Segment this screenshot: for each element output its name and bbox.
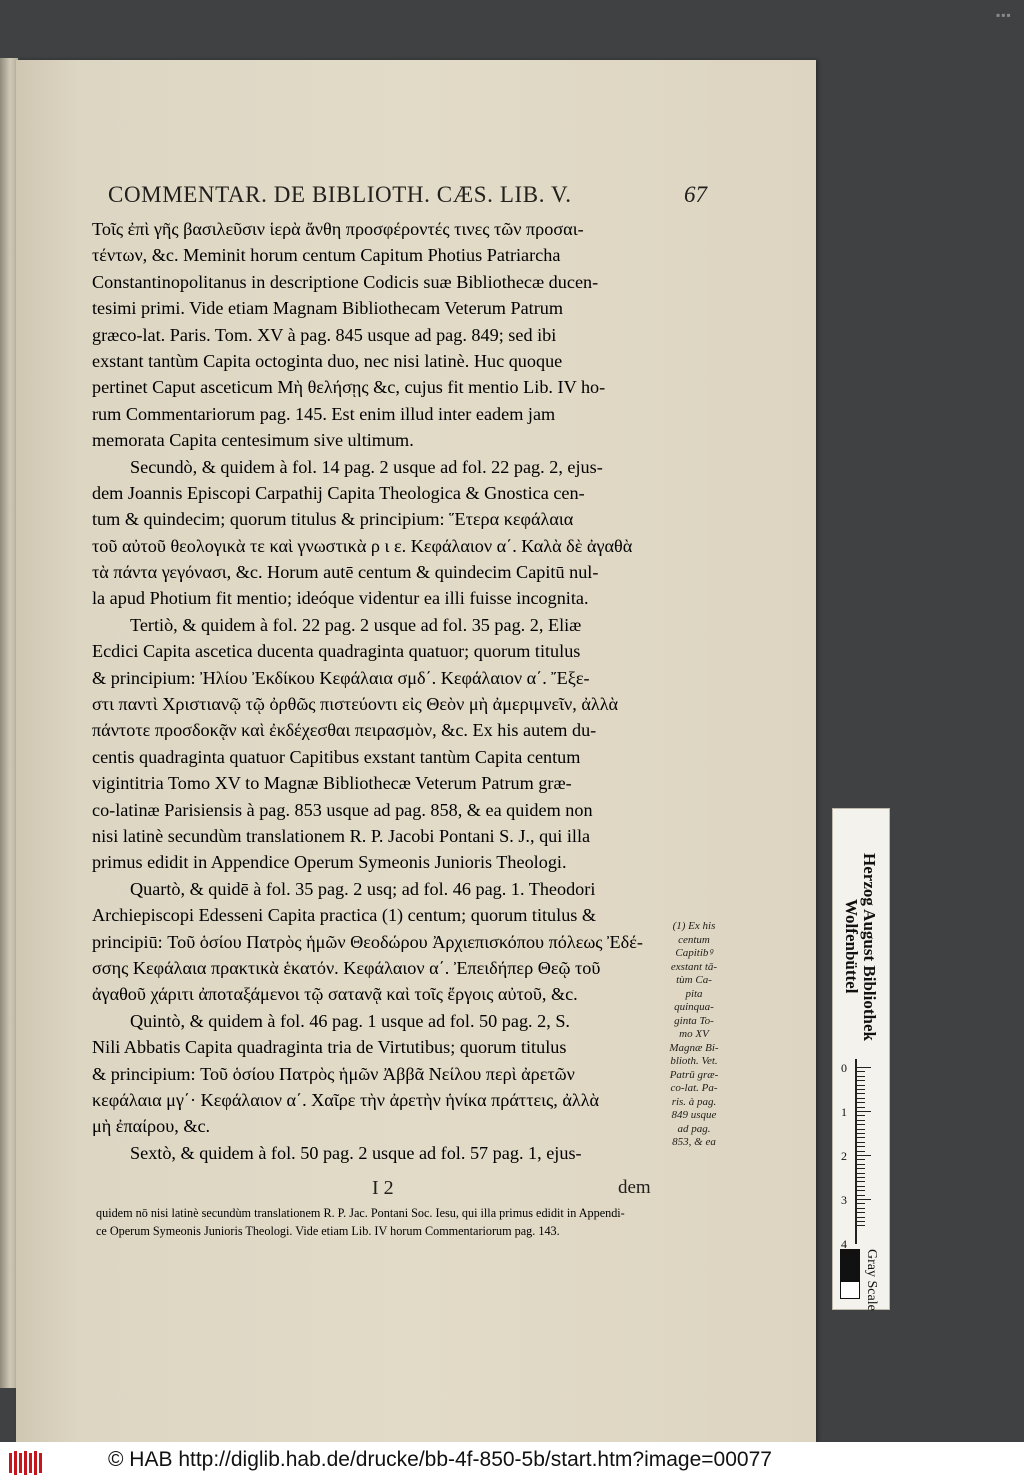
scale-tick — [857, 1225, 865, 1226]
color-ruler-card — [832, 808, 890, 1310]
text-line: græco-lat. Paris. Tom. XV à pag. 845 usque ad pag. 849; sed ibi — [92, 324, 557, 345]
scale-tick — [857, 1208, 865, 1209]
scale-tick — [857, 1098, 865, 1099]
scale-tick — [857, 1093, 865, 1094]
gray-swatch-light — [840, 1281, 860, 1299]
catchword: dem — [618, 1177, 651, 1198]
scale-tick — [857, 1159, 865, 1160]
margin-note-line: co-lat. Pa- — [670, 1082, 718, 1094]
margin-note-line: mo XV — [679, 1028, 709, 1040]
text-line: Archiepiscopi Edesseni Capita practica (1) centum; quorum titulus & — [92, 905, 597, 926]
margin-note-line: ris. à pag. — [671, 1095, 717, 1108]
text-line: Ecdici Capita ascetica ducenta quadraginta quatuor; quorum titulus — [92, 641, 581, 662]
scale-tick — [857, 1164, 865, 1165]
page-number: 67 — [684, 182, 707, 207]
scale-tick — [857, 1151, 865, 1152]
text-line: nisi latinè secundùm translationem R. P. Jacobi Pontani S. J., qui illa — [92, 825, 591, 846]
text-line: Quintò, & quidem à fol. 46 pag. 1 usque ad fol. 50 pag. 2, S. — [130, 1010, 570, 1031]
text-line: memorata Capita centesimum sive ultimum. — [92, 430, 414, 451]
text-line: τὰ πάντα γεγόνασι, &c. Horum autē centum & quindecim Capitū nul- — [92, 562, 599, 583]
text-line: κεφάλαια μγ΄· Κεφάλαιον α΄. Χαῖρε τὴν ἀρετὴν ἡνίκα πράττεις, ἀλλὰ — [92, 1089, 600, 1110]
gray-scale-label: Gray Scale — [864, 1249, 879, 1311]
corner-dots: ▪▪▪ — [996, 8, 1012, 22]
margin-note-line: (1) Ex his — [672, 920, 716, 932]
text-line: & principium: Τοῦ ὁσίου Πατρὸς ἡμῶν Ἀββᾶ Νείλου περὶ ἀρετῶν — [92, 1063, 575, 1084]
scale-tick — [857, 1217, 865, 1218]
text-line: Constantinopolitanus in descriptione Codicis suæ Bibliothecæ ducen- — [92, 271, 599, 292]
text-line: Sextò, & quidem à fol. 50 pag. 2 usque ad fol. 57 pag. 1, ejus- — [130, 1142, 582, 1163]
text-line: rum Commentariorum pag. 145. Est enim illud inter eadem jam — [92, 403, 556, 424]
scale-number: 3 — [841, 1193, 847, 1207]
text-line: tum & quindecim; quorum titulus & principium: Ἕτερα κεφάλαια — [92, 509, 574, 530]
hab-logo-icon — [8, 1450, 44, 1476]
text-line: στι παντὶ Χριστιανῷ τῷ ὀρθῶς πιστεύοντι εἰς Θεὸν μὴ ἀμεριμνεῖν, ἀλλὰ — [92, 694, 619, 715]
text-line: tesimi primi. Vide etiam Magnam Bibliothecam Veterum Patrum — [92, 298, 564, 319]
scale-tick — [857, 1111, 871, 1112]
scale-tick — [857, 1137, 865, 1138]
text-line: primus edidit in Appendice Operum Symeonis Junioris Theologi. — [92, 852, 567, 873]
scale-tick — [857, 1203, 865, 1204]
margin-note-line: quinqua- — [674, 1001, 714, 1013]
margin-note-line: tùm Ca- — [676, 974, 712, 986]
scale-tick — [857, 1076, 865, 1077]
margin-note-line: centum — [678, 933, 710, 946]
text-line: ἀγαθοῦ χάριτι ἀποταξάμενοι τῷ σατανᾷ καὶ τοῖς ἔργοις αὐτοῦ, &c. — [92, 984, 578, 1005]
gray-swatch-dark — [840, 1249, 860, 1281]
scale-tick — [857, 1155, 871, 1156]
scale-tick — [857, 1124, 865, 1125]
text-line: vigintitria Tomo XV to Magnæ Bibliothecæ Veterum Patrum græ- — [92, 773, 572, 794]
text-line: centis quadraginta quatuor Capitibus exstant tantùm Capita centum — [92, 746, 581, 767]
scale-tick — [857, 1221, 865, 1222]
scale-tick — [857, 1186, 865, 1187]
text-line: la apud Photium fit mentio; ideóque videntur ea illi fuisse incognita. — [92, 588, 589, 609]
scale-tick — [857, 1142, 865, 1143]
text-line: co-latinæ Parisiensis à pag. 853 usque ad pag. 858, & ea quidem non — [92, 799, 593, 820]
text-line: & principium: Ἠλίου Ἐκδίκου Κεφάλαια σμδ΄. Κεφάλαιον α΄. Ἔξε- — [92, 667, 590, 688]
text-line: Secundò, & quidem à fol. 14 pag. 2 usque ad fol. 22 pag. 2, ejus- — [130, 456, 603, 477]
scale-tick — [857, 1133, 865, 1134]
scale-number: 2 — [841, 1149, 847, 1163]
scale-tick — [857, 1190, 865, 1191]
margin-note-line: exstant tā- — [670, 960, 718, 973]
text-line: σσης Κεφάλαια πρακτικὰ ἑκατόν. Κεφάλαιον α΄. Ἐπειδήπερ Θεῷ τοῦ — [92, 957, 601, 978]
book-page — [16, 60, 816, 1442]
footnote-line: ce Operum Symeonis Junioris Theologi. Vide etiam Lib. IV horum Commentariorum pag. 143. — [96, 1224, 560, 1238]
scale-tick — [857, 1115, 865, 1116]
copyright-link[interactable]: © HAB http://diglib.hab.de/drucke/bb-4f-850-5b/start.htm?image=00077 — [108, 1448, 772, 1471]
margin-note-line: Patrū græ- — [669, 1068, 719, 1081]
text-line: τοῦ αὐτοῦ θεολογικὰ τε καὶ γνωστικὰ ρ ι ε. Κεφάλαιον α΄. Καλὰ δὲ ἀγαθὰ — [92, 535, 633, 556]
scale-tick — [857, 1071, 865, 1072]
margin-note-line: pita — [685, 987, 703, 1000]
text-line: τέντων, &c. Meminit horum centum Capitum Photius Patriarcha — [92, 245, 561, 266]
text-line: μὴ ἐπαίρου, &c. — [92, 1116, 211, 1137]
scale-tick — [857, 1067, 871, 1068]
institution-name: Herzog August Bibliothek — [860, 853, 879, 1041]
margin-note-line: blioth. Vet. — [670, 1055, 718, 1067]
scale-tick — [857, 1085, 865, 1086]
scale-tick — [857, 1089, 865, 1090]
scale-number: 0 — [841, 1061, 847, 1075]
text-line: principiū: Τοῦ ὁσίου Πατρὸς ἡμῶν Θεοδώρου Ἀρχιεπισκόπου πόλεως Ἐδέ- — [92, 931, 643, 952]
institution-city: Wolfenbüttel — [842, 899, 861, 994]
scale-tick — [857, 1168, 865, 1169]
scale-number: 1 — [841, 1105, 847, 1119]
footnote-line: quidem nō nisi latinè secundùm translationem R. P. Jac. Pontani Soc. Iesu, qui illa primus edidit in Appendi- — [96, 1206, 625, 1220]
footer-bar — [0, 1442, 1024, 1482]
margin-note-line: 849 usque — [671, 1109, 717, 1121]
running-head: COMMENTAR. DE BIBLIOTH. CÆS. LIB. V. — [108, 182, 572, 207]
scale-tick — [857, 1181, 865, 1182]
scale-tick — [857, 1107, 865, 1108]
scale-number: 4 — [841, 1237, 847, 1251]
signature-mark: I 2 — [372, 1177, 394, 1199]
scale-tick — [857, 1173, 865, 1174]
margin-note-line: Magnæ Bi- — [669, 1041, 719, 1054]
scale-tick — [857, 1129, 865, 1130]
scale-tick — [857, 1199, 871, 1200]
scale-tick — [857, 1212, 865, 1213]
text-line: dem Joannis Episcopi Carpathij Capita Theologica & Gnostica cen- — [92, 482, 585, 503]
footnote — [96, 1204, 736, 1240]
text-line: Nili Abbatis Capita quadraginta tria de Virtutibus; quorum titulus — [92, 1037, 567, 1058]
scale-tick — [857, 1146, 865, 1147]
scale-tick — [857, 1102, 865, 1103]
text-line: Τοῖς ἐπὶ γῆς βασιλεῦσιν ἱερὰ ἄνθη προσφέροντές τινες τῶν προσαι- — [92, 219, 584, 239]
body-text — [92, 216, 654, 1166]
scale-tick — [857, 1177, 865, 1178]
margin-note-line: ginta To- — [674, 1014, 714, 1027]
text-line: Tertiò, & quidem à fol. 22 pag. 2 usque ad fol. 35 pag. 2, Eliæ — [130, 614, 582, 635]
margin-note — [664, 920, 724, 1150]
text-line: πάντοτε προσδοκᾷν καὶ ἐκδέχεσθαι πειρασμὸν, &c. Ex his autem du- — [92, 720, 597, 741]
scale-tick — [857, 1195, 865, 1196]
margin-note-line: Capitibꝰ — [675, 947, 713, 959]
text-line: exstant tantùm Capita octoginta duo, nec nisi latinè. Huc quoque — [92, 350, 563, 371]
text-line: Quartò, & quidē à fol. 35 pag. 2 usq; ad fol. 46 pag. 1. Theodori — [130, 878, 596, 899]
text-line: pertinet Caput asceticum Μὴ θελήσῃς &c, cujus fit mentio Lib. IV ho- — [92, 377, 606, 398]
margin-note-line: 853, & ea — [672, 1136, 716, 1148]
scale-tick — [857, 1080, 865, 1081]
margin-note-line: ad pag. — [677, 1122, 711, 1135]
scale-tick — [857, 1120, 865, 1121]
